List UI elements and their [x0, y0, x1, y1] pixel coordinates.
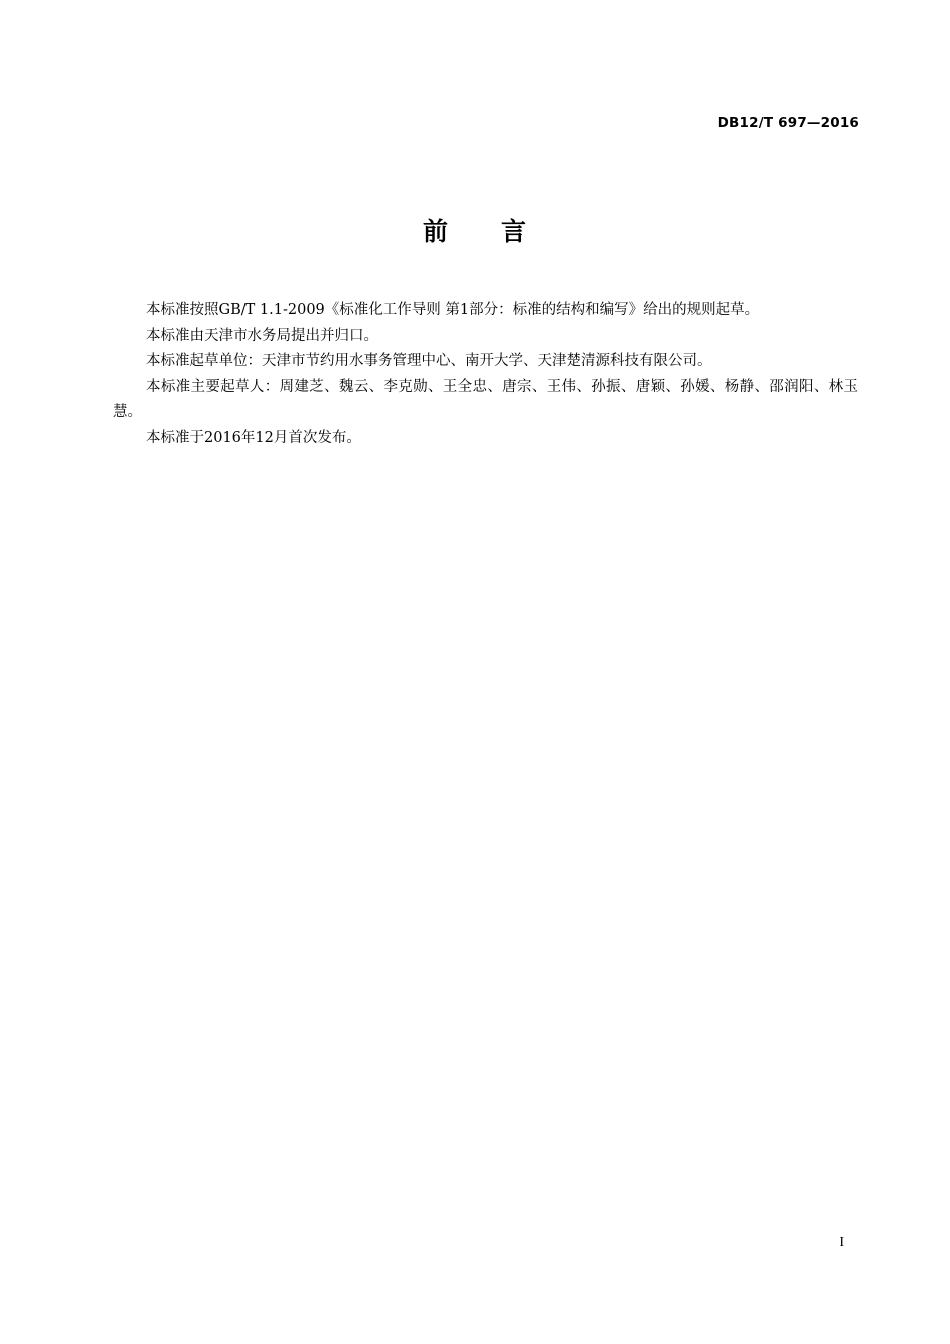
page-title-char-1: 前 [422, 217, 449, 246]
page-title-char-2: 言 [501, 217, 528, 246]
foreword-paragraph-drafters: 本标准主要起草人：周建芝、魏云、李克勋、王全忠、唐宗、王伟、孙振、唐颖、孙媛、杨静、邵润阳、林玉慧。 [113, 378, 858, 420]
foreword-paragraph-release: 本标准于2016年12月首次发布。 [146, 429, 361, 446]
foreword-paragraph-drafting-units: 本标准起草单位：天津市节约用水事务管理中心、南开大学、天津楚清源科技有限公司。 [146, 353, 712, 369]
page-title [0, 212, 950, 248]
foreword-body [113, 298, 858, 451]
foreword-paragraph-drafting-rules: 本标准按照GB/T 1.1-2009《标准化工作导则 第1部分：标准的结构和编写》给出的规则起草。 [146, 302, 760, 318]
foreword-paragraph-proposer: 本标准由天津市水务局提出并归口。 [146, 327, 378, 344]
document-code: DB12/T 697—2016 [717, 115, 859, 131]
page-number: I [839, 1235, 844, 1250]
